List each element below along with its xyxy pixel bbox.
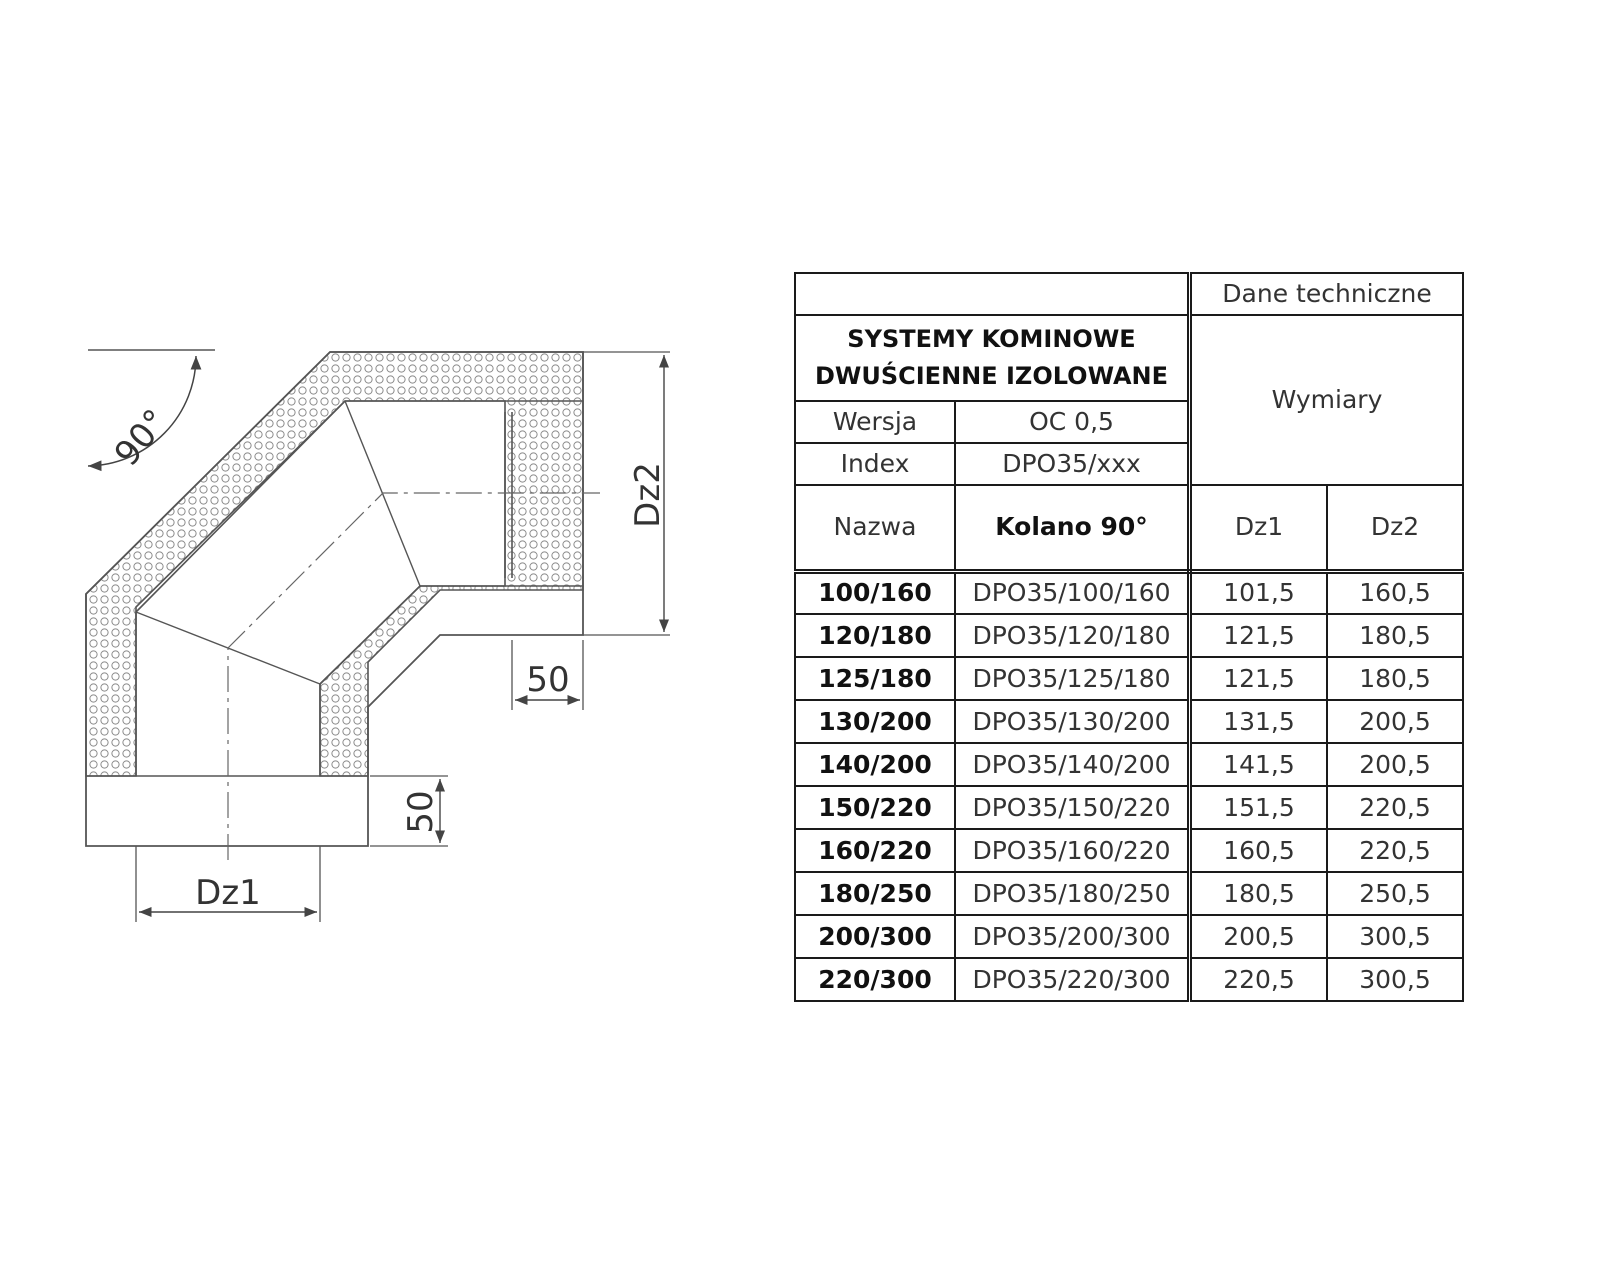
row-dz1: 220,5 [1190, 958, 1328, 1001]
row-code: DPO35/150/220 [955, 786, 1190, 829]
row-size: 200/300 [795, 915, 955, 958]
row-code: DPO35/160/220 [955, 829, 1190, 872]
column-header-dz1: Dz1 [1190, 485, 1328, 571]
dimensions-header: Wymiary [1190, 315, 1464, 485]
table-row [795, 743, 1463, 786]
table-row [795, 657, 1463, 700]
system-title-line1: SYSTEMY KOMINOWE [847, 324, 1136, 353]
row-size: 220/300 [795, 958, 955, 1001]
row-size: 160/220 [795, 829, 955, 872]
row-dz2: 220,5 [1327, 829, 1463, 872]
system-title-line2: DWUŚCIENNE IZOLOWANE [814, 362, 1169, 390]
table-row [795, 958, 1463, 1001]
row-dz2: 250,5 [1327, 872, 1463, 915]
version-value: OC 0,5 [955, 401, 1190, 443]
row-dz1: 180,5 [1190, 872, 1328, 915]
row-code: DPO35/220/300 [955, 958, 1190, 1001]
row-code: DPO35/125/180 [955, 657, 1190, 700]
dim50v-label: 50 [401, 790, 441, 834]
row-dz2: 180,5 [1327, 657, 1463, 700]
dz2-label: Dz2 [628, 462, 668, 528]
table-row [795, 700, 1463, 743]
system-title-cell [795, 315, 1190, 401]
row-code: DPO35/140/200 [955, 743, 1190, 786]
row-dz1: 121,5 [1190, 614, 1328, 657]
table-row [795, 829, 1463, 872]
row-size: 180/250 [795, 872, 955, 915]
row-code: DPO35/120/180 [955, 614, 1190, 657]
row-dz1: 160,5 [1190, 829, 1328, 872]
row-dz2: 220,5 [1327, 786, 1463, 829]
row-code: DPO35/200/300 [955, 915, 1190, 958]
row-dz2: 300,5 [1327, 958, 1463, 1001]
column-header-dz2: Dz2 [1327, 485, 1463, 571]
row-size: 120/180 [795, 614, 955, 657]
row-size: 150/220 [795, 786, 955, 829]
row-code: DPO35/180/250 [955, 872, 1190, 915]
table-row [795, 786, 1463, 829]
technical-data-header: Dane techniczne [1190, 273, 1464, 315]
table-row [795, 614, 1463, 657]
row-dz1: 101,5 [1190, 571, 1328, 614]
row-dz2: 200,5 [1327, 743, 1463, 786]
row-dz1: 200,5 [1190, 915, 1328, 958]
name-label: Nazwa [795, 485, 955, 571]
row-code: DPO35/130/200 [955, 700, 1190, 743]
row-size: 125/180 [795, 657, 955, 700]
table-row [795, 915, 1463, 958]
row-size: 100/160 [795, 571, 955, 614]
name-value: Kolano 90° [955, 485, 1190, 571]
elbow-technical-drawing [0, 0, 720, 1000]
version-label: Wersja [795, 401, 955, 443]
row-code: DPO35/100/160 [955, 571, 1190, 614]
row-dz1: 131,5 [1190, 700, 1328, 743]
dim50h-label: 50 [526, 660, 570, 700]
row-dz1: 141,5 [1190, 743, 1328, 786]
table-row [795, 571, 1463, 614]
row-dz2: 180,5 [1327, 614, 1463, 657]
row-dz1: 151,5 [1190, 786, 1328, 829]
index-value: DPO35/xxx [955, 443, 1190, 485]
dz1-label: Dz1 [195, 873, 261, 913]
technical-data-table [794, 272, 1464, 1002]
table-row [795, 872, 1463, 915]
row-dz2: 160,5 [1327, 571, 1463, 614]
blank-header-cell [795, 273, 1190, 315]
angle-label: 90° [106, 401, 177, 474]
row-size: 140/200 [795, 743, 955, 786]
row-dz2: 200,5 [1327, 700, 1463, 743]
row-dz2: 300,5 [1327, 915, 1463, 958]
index-label: Index [795, 443, 955, 485]
row-dz1: 121,5 [1190, 657, 1328, 700]
row-size: 130/200 [795, 700, 955, 743]
